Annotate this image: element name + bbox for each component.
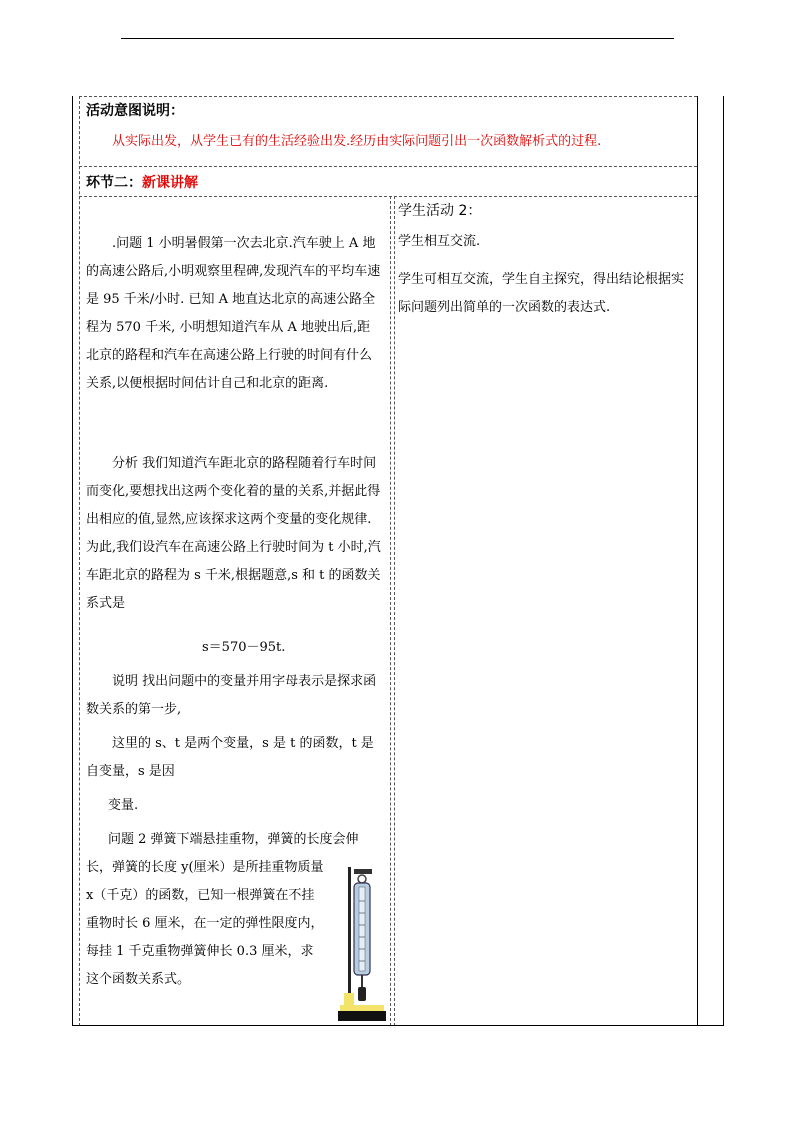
row-divider-2 [79, 196, 697, 197]
left-dashed-guide [79, 96, 80, 1026]
weight [358, 987, 366, 1001]
row-divider-1 [79, 166, 697, 167]
section-prefix: 环节二： [86, 175, 142, 191]
lesson-table [72, 96, 724, 1026]
analysis: 分析 我们知道汽车距北京的路程随着行车时间而变化,要想找出这两个变化着的量的关系,并据此得出相应的值,显然,应该探求这两个变量的变化规律. 为此,我们设汽车在高速公路上行驶时间为 t 小时,汽车距北京的路程为 s 千米,根据题意,s 和 t 的函数关系式是 [86, 456, 381, 611]
formula: s＝570－95t. [202, 640, 286, 655]
table-bottom-border [72, 1025, 724, 1026]
column-divider [390, 196, 391, 1026]
student-activity-line-2: 学生可相互交流，学生自主探究，得出结论根据实际问题列出简单的一次函数的表达式. [398, 272, 685, 315]
section-heading [86, 172, 198, 192]
stand-base [338, 1011, 386, 1021]
column-divider-2 [394, 196, 395, 1026]
note-2: 这里的 s、t 是两个变量，s 是 t 的函数，t 是自变量，s 是因 [86, 736, 374, 779]
note-3: 变量. [108, 798, 139, 813]
header-rule [121, 38, 674, 39]
problem-1: .问题 1 小明暑假第一次去北京.汽车驶上 A 地的高速公路后,小明观察里程碑,发现汽车的平均车速是 95 千米/小时. 已知 A 地直达北京的高速公路全程为 570 千米, 小明想知道汽车从 A 地驶出后,距北京的路程和汽车在高速公路上行驶的时间有什么关系,以便根据时间估计自己和北京的距离. [86, 236, 381, 391]
table-left-border [72, 96, 73, 1026]
table-right-border [723, 96, 724, 1026]
problem-2-line-1: 问题 2 弹簧下端悬挂重物，弹簧的长度会伸 [108, 832, 359, 847]
student-activity-line-1: 学生相互交流. [398, 234, 481, 249]
table-inner-right-border [697, 96, 698, 1026]
section-title: 新课讲解 [142, 175, 198, 191]
student-activity-heading: 学生活动 2： [398, 203, 482, 219]
row-top [79, 96, 697, 97]
intent-heading: 活动意图说明： [86, 103, 184, 119]
stand-rod [348, 867, 351, 1001]
note-1: 说明 找出问题中的变量并用字母表示是探求函数关系的第一步, [86, 674, 377, 717]
spring-scale-image [336, 861, 388, 1023]
intent-text: 从实际出发，从学生已有的生活经验出发.经历由实际问题引出一次函数解析式的过程. [112, 134, 602, 149]
problem-2-rest: 长，弹簧的长度 y(厘米）是所挂重物质量 x（千克）的函数，已知一根弹簧在不挂重物时长 6 厘米，在一定的弹性限度内，每挂 1 千克重物弹簧伸长 0.3 厘米，求这个函数关系式。 [86, 860, 324, 987]
